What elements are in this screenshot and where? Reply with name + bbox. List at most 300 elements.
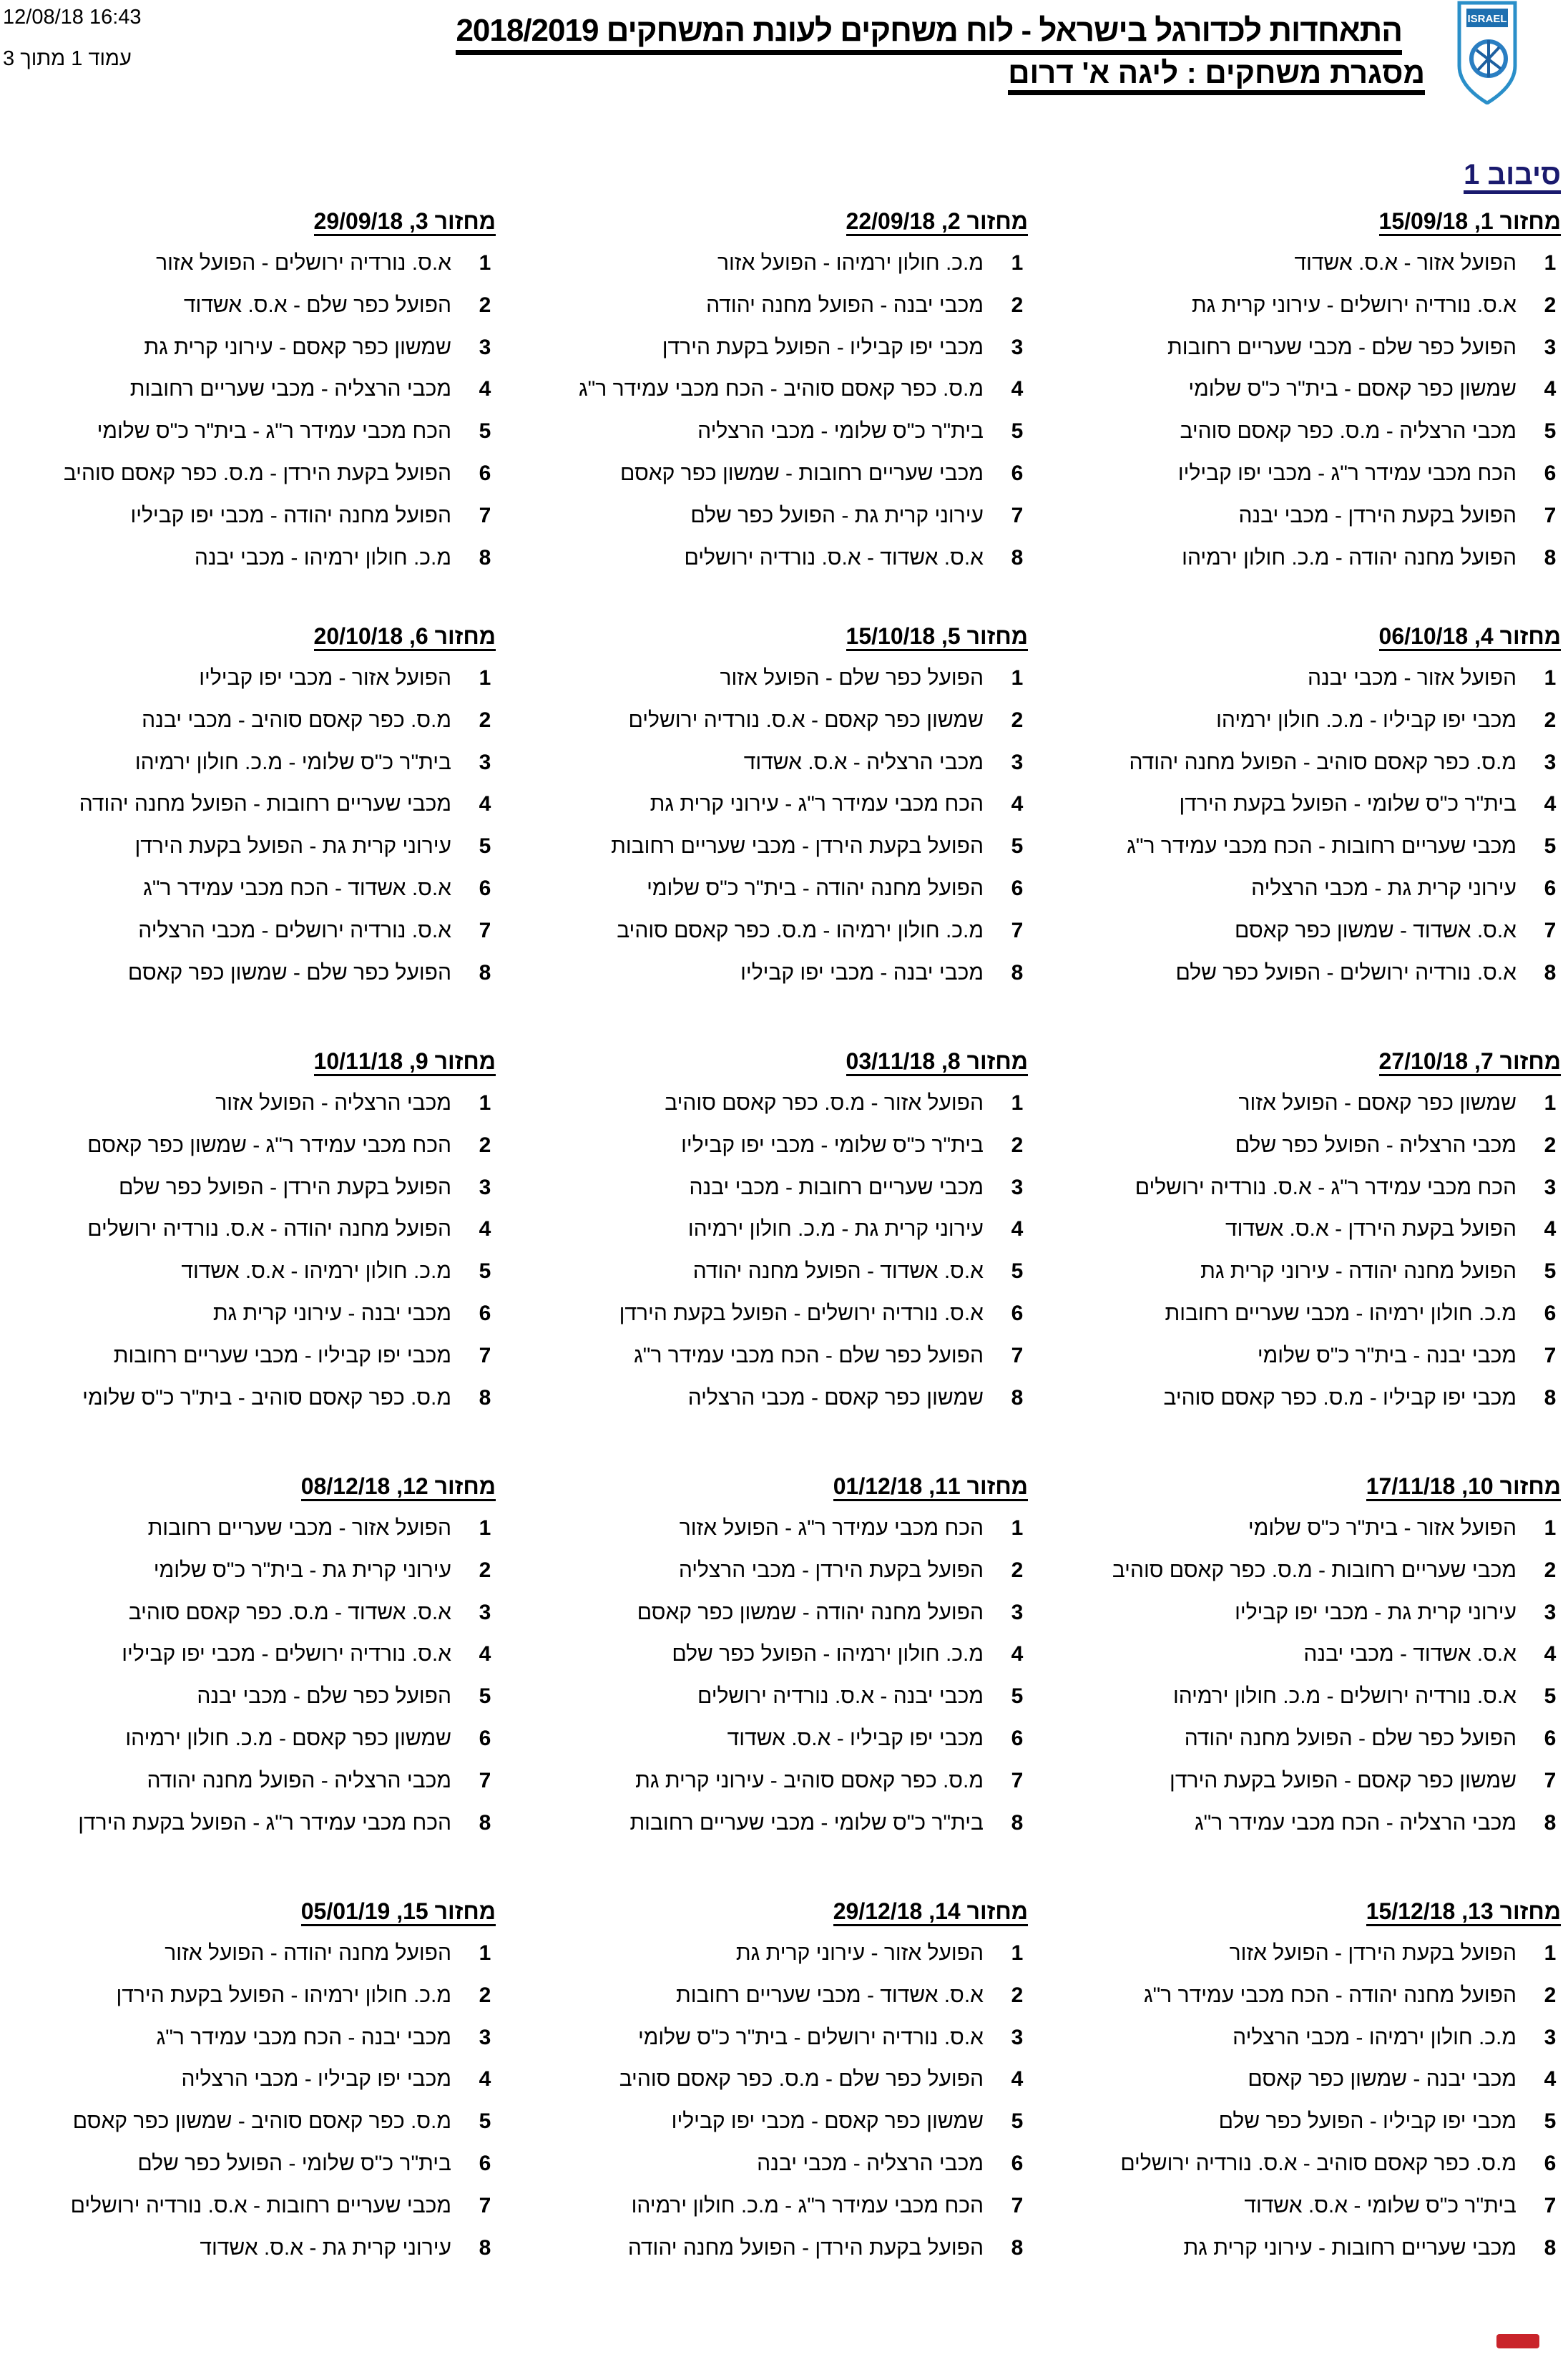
match-number: 1: [479, 1091, 491, 1115]
match-row: [0, 868, 496, 910]
match-teams: מכבי שעריים רחובות - הפועל מחנה יהודה: [79, 792, 451, 816]
match-row: [1060, 1508, 1561, 1550]
round-header: [1060, 615, 1561, 658]
match-number: 8: [1544, 1810, 1557, 1835]
match-row: [527, 2101, 1028, 2143]
match-row: [527, 826, 1028, 868]
match-number: 3: [1011, 1600, 1024, 1624]
match-teams: מ.כ. חולון ירמיהו - מכבי הרצליה: [1233, 2025, 1516, 2049]
match-row: [1060, 742, 1561, 784]
match-row: [0, 2227, 496, 2270]
round-block: [1060, 1465, 1561, 1844]
match-teams: א.ס. אשדוד - מכבי יבנה: [1303, 1642, 1516, 1666]
match-teams: א.ס. נורדיה ירושלים - מכבי יפו קביליו: [122, 1642, 451, 1666]
match-row: [1060, 1802, 1561, 1845]
round-block: [1060, 1890, 1561, 2269]
match-teams: א.ס. אשדוד - הפועל מחנה יהודה: [692, 1259, 984, 1284]
match-number: 8: [1011, 1385, 1024, 1410]
match-number: 8: [1544, 2235, 1557, 2260]
match-number: 2: [1544, 708, 1557, 732]
match-number: 5: [1544, 2109, 1557, 2134]
round-block: [1060, 200, 1561, 579]
match-teams: שמשון כפר קאסם - עירוני קרית גת: [144, 335, 451, 359]
round-header: [1060, 1465, 1561, 1508]
match-teams: מ.ס. כפר קאסם סוהיב - עירוני קרית גת: [635, 1768, 984, 1792]
match-number: 6: [1544, 461, 1557, 485]
match-row: [527, 1125, 1028, 1167]
match-teams: הפועל בקעת הירדן - הפועל כפר שלם: [119, 1175, 451, 1199]
match-row: [0, 1802, 496, 1845]
match-number: 8: [479, 2235, 491, 2260]
round-date-label: מחזור 3, 29/09/18: [314, 208, 496, 236]
match-number: 1: [1544, 1941, 1557, 1965]
match-row: [527, 285, 1028, 327]
match-teams: מ.כ. חולון ירמיהו - הפועל כפר שלם: [672, 1642, 984, 1666]
match-teams: בית"ר כ"ס שלומי - מכבי הרצליה: [697, 419, 984, 444]
match-number: 3: [479, 750, 491, 774]
round-date-label: מחזור 10, 17/11/18: [1366, 1473, 1561, 1501]
match-row: [527, 327, 1028, 369]
match-row: [0, 952, 496, 995]
match-number: 6: [479, 876, 491, 900]
match-teams: הפועל אזור - מ.ס. כפר קאסם סוהיב: [665, 1091, 984, 1115]
match-number: 2: [1544, 1558, 1557, 1582]
match-teams: מכבי הרצליה - הפועל מחנה יהודה: [147, 1768, 451, 1792]
match-number: 2: [479, 1133, 491, 1157]
match-teams: עירוני קרית גת - א.ס. אשדוד: [200, 2235, 451, 2260]
match-teams: א.ס. אשדוד - א.ס. נורדיה ירושלים: [684, 545, 984, 570]
match-number: 8: [479, 960, 491, 985]
match-teams: מכבי יבנה - א.ס. נורדיה ירושלים: [697, 1684, 984, 1709]
match-teams: מכבי יפו קביליו - מכבי שעריים רחובות: [113, 1343, 451, 1367]
match-row: [1060, 1634, 1561, 1676]
match-teams: עירוני קרית גת - הפועל כפר שלם: [690, 503, 984, 527]
match-row: [1060, 327, 1561, 369]
match-teams: מ.ס. כפר קאסם סוהיב - הפועל מחנה יהודה: [1129, 750, 1516, 774]
round-date-label: מחזור 15, 05/01/19: [301, 1898, 496, 1926]
match-row: [527, 658, 1028, 700]
match-row: [527, 2059, 1028, 2101]
match-row: [0, 1676, 496, 1718]
match-number: 3: [1011, 335, 1024, 359]
match-teams: מ.כ. חולון ירמיהו - הפועל אזור: [717, 251, 984, 275]
match-teams: מכבי שעריים רחובות - א.ס. נורדיה ירושלים: [70, 2193, 451, 2217]
match-number: 2: [1544, 293, 1557, 317]
match-row: [1060, 910, 1561, 952]
match-row: [0, 1975, 496, 2017]
round-date-label: מחזור 5, 15/10/18: [846, 623, 1028, 651]
round-date-label: מחזור 11, 01/12/18: [833, 1473, 1028, 1501]
match-row: [0, 2143, 496, 2185]
match-row: [1060, 952, 1561, 995]
match-number: 1: [1544, 1516, 1557, 1540]
match-row: [1060, 1592, 1561, 1634]
match-row: [1060, 2143, 1561, 2185]
match-row: [0, 1335, 496, 1377]
match-row: [1060, 2185, 1561, 2227]
round-date-label: מחזור 14, 29/12/18: [833, 1898, 1028, 1926]
match-number: 7: [479, 1768, 491, 1792]
match-teams: הכח מכבי עמידר ר"ג - עירוני קרית גת: [650, 792, 984, 816]
match-teams: שמשון כפר קאסם - א.ס. נורדיה ירושלים: [628, 708, 984, 732]
match-teams: מכבי הרצליה - הפועל כפר שלם: [1235, 1133, 1516, 1157]
match-number: 1: [1011, 1941, 1024, 1965]
match-number: 8: [1011, 1810, 1024, 1835]
match-row: [527, 411, 1028, 453]
match-row: [527, 537, 1028, 580]
match-row: [0, 910, 496, 952]
match-number: 4: [1544, 1642, 1557, 1666]
match-number: 8: [1011, 2235, 1024, 2260]
match-row: [527, 2017, 1028, 2059]
match-teams: מכבי יפו קביליו - מ.ס. כפר קאסם סוהיב: [1163, 1385, 1516, 1410]
match-row: [1060, 1676, 1561, 1718]
match-row: [0, 1251, 496, 1293]
round-header: [527, 200, 1028, 243]
match-row: [1060, 1550, 1561, 1592]
round-section-title: סיבוב 1: [1464, 159, 1561, 194]
match-teams: מכבי יבנה - עירוני קרית גת: [212, 1301, 451, 1325]
page-title: התאחדות לכדורגל בישראל - לוח משחקים לעונת המשחקים 2018/2019: [456, 13, 1402, 55]
round-date-label: מחזור 13, 15/12/18: [1366, 1898, 1561, 1926]
match-number: 5: [479, 1259, 491, 1284]
round-header: [0, 1040, 496, 1083]
match-row: [1060, 1718, 1561, 1760]
match-teams: הפועל אזור - א.ס. אשדוד: [1294, 251, 1516, 275]
match-row: [527, 495, 1028, 537]
match-number: 6: [479, 1726, 491, 1750]
match-number: 5: [1011, 1684, 1024, 1709]
match-row: [1060, 868, 1561, 910]
match-row: [527, 453, 1028, 495]
match-teams: הפועל כפר שלם - הפועל מחנה יהודה: [1184, 1726, 1516, 1750]
match-number: 3: [479, 335, 491, 359]
match-number: 6: [479, 2151, 491, 2175]
match-teams: מכבי יבנה - שמשון כפר קאסם: [1248, 2067, 1516, 2092]
round-date-label: מחזור 4, 06/10/18: [1379, 623, 1561, 651]
match-teams: שמשון כפר קאסם - הפועל בקעת הירדן: [1170, 1768, 1516, 1792]
match-row: [527, 910, 1028, 952]
match-row: [0, 1760, 496, 1802]
match-row: [527, 1335, 1028, 1377]
match-row: [527, 1508, 1028, 1550]
match-row: [1060, 243, 1561, 285]
match-number: 3: [479, 2025, 491, 2049]
match-number: 8: [1544, 1385, 1557, 1410]
match-number: 1: [1011, 1516, 1024, 1540]
round-block: [527, 1465, 1028, 1844]
match-row: [527, 784, 1028, 826]
page-number: עמוד 1 מתוך 3: [3, 47, 132, 70]
match-teams: הפועל אזור - מכבי יבנה: [1307, 666, 1516, 690]
match-row: [0, 700, 496, 742]
match-teams: הפועל מחנה יהודה - שמשון כפר קאסם: [637, 1600, 984, 1624]
match-number: 4: [479, 1642, 491, 1666]
match-row: [527, 868, 1028, 910]
match-number: 1: [1544, 1091, 1557, 1115]
match-teams: מ.ס. כפר קאסם סוהיב - הכח מכבי עמידר ר"ג: [578, 377, 984, 401]
match-number: 6: [1011, 1726, 1024, 1750]
match-teams: מ.ס. כפר קאסם סוהיב - שמשון כפר קאסם: [72, 2109, 451, 2134]
match-number: 7: [479, 503, 491, 527]
match-teams: הפועל בקעת הירדן - הפועל מחנה יהודה: [627, 2235, 984, 2260]
match-teams: עירוני קרית גת - בית"ר כ"ס שלומי: [153, 1558, 451, 1582]
match-teams: הכח מכבי עמידר ר"ג - הפועל בקעת הירדן: [78, 1810, 451, 1835]
match-row: [1060, 495, 1561, 537]
match-teams: הפועל מחנה יהודה - מ.כ. חולון ירמיהו: [1182, 545, 1516, 570]
match-teams: א.ס. נורדיה ירושלים - הפועל בקעת הירדן: [619, 1301, 984, 1325]
match-row: [1060, 1293, 1561, 1335]
match-teams: הפועל מחנה יהודה - עירוני קרית גת: [1200, 1259, 1516, 1284]
match-teams: הכח מכבי עמידר ר"ג - בית"ר כ"ס שלומי: [97, 419, 451, 444]
match-teams: הכח מכבי עמידר ר"ג - שמשון כפר קאסם: [87, 1133, 451, 1157]
match-row: [527, 243, 1028, 285]
round-block: [527, 615, 1028, 994]
match-number: 8: [1011, 960, 1024, 985]
match-number: 3: [1544, 750, 1557, 774]
match-row: [0, 243, 496, 285]
match-teams: א.ס. אשדוד - מכבי שעריים רחובות: [676, 1983, 984, 2007]
match-teams: א.ס. נורדיה ירושלים - מ.כ. חולון ירמיהו: [1172, 1684, 1516, 1709]
match-row: [1060, 2017, 1561, 2059]
match-number: 2: [479, 1558, 491, 1582]
match-number: 7: [1544, 1343, 1557, 1367]
match-row: [527, 1550, 1028, 1592]
match-number: 7: [1544, 2193, 1557, 2217]
match-row: [0, 2101, 496, 2143]
match-row: [0, 1508, 496, 1550]
match-number: 6: [1011, 461, 1024, 485]
round-header: [527, 1465, 1028, 1508]
match-number: 8: [479, 1810, 491, 1835]
match-teams: שמשון כפר קאסם - מכבי יפו קביליו: [671, 2109, 984, 2134]
match-number: 1: [479, 666, 491, 690]
match-number: 7: [479, 918, 491, 942]
match-row: [1060, 369, 1561, 411]
match-teams: מ.כ. חולון ירמיהו - מ.ס. כפר קאסם סוהיב: [617, 918, 984, 942]
match-teams: שמשון כפר קאסם - מכבי הרצליה: [687, 1385, 984, 1410]
match-row: [1060, 453, 1561, 495]
match-number: 2: [1544, 1133, 1557, 1157]
match-number: 1: [479, 1941, 491, 1965]
match-number: 7: [479, 1343, 491, 1367]
match-row: [527, 1718, 1028, 1760]
match-row: [527, 1676, 1028, 1718]
match-row: [1060, 1251, 1561, 1293]
match-row: [527, 2185, 1028, 2227]
match-teams: מכבי הרצליה - מ.ס. כפר קאסם סוהיב: [1180, 419, 1516, 444]
match-number: 1: [1011, 1091, 1024, 1115]
match-teams: א.ס. נורדיה ירושלים - הפועל אזור: [156, 251, 451, 275]
match-teams: מכבי שעריים רחובות - שמשון כפר קאסם: [620, 461, 984, 485]
print-timestamp: 12/08/18 16:43: [3, 6, 142, 29]
match-teams: הפועל בקעת הירדן - מכבי יבנה: [1238, 503, 1516, 527]
match-number: 7: [1544, 503, 1557, 527]
match-row: [0, 1209, 496, 1251]
round-block: [0, 615, 496, 994]
match-teams: מכבי יבנה - מכבי יפו קביליו: [740, 960, 984, 985]
match-row: [0, 784, 496, 826]
match-number: 1: [1544, 251, 1557, 275]
match-row: [527, 1975, 1028, 2017]
match-row: [0, 327, 496, 369]
match-row: [527, 1251, 1028, 1293]
match-row: [0, 2185, 496, 2227]
match-teams: מכבי יפו קביליו - מכבי הרצליה: [181, 2067, 451, 2092]
match-number: 5: [1544, 834, 1557, 859]
match-row: [0, 1550, 496, 1592]
round-block: [0, 1465, 496, 1844]
match-teams: מכבי שעריים רחובות - עירוני קרית גת: [1183, 2235, 1516, 2260]
match-teams: בית"ר כ"ס שלומי - מ.כ. חולון ירמיהו: [134, 750, 451, 774]
match-number: 8: [479, 545, 491, 570]
match-number: 2: [1011, 708, 1024, 732]
match-number: 7: [1011, 1768, 1024, 1792]
match-row: [1060, 1975, 1561, 2017]
match-teams: הפועל מחנה יהודה - מכבי יפו קביליו: [130, 503, 451, 527]
match-number: 4: [1544, 377, 1557, 401]
match-row: [527, 1083, 1028, 1125]
match-row: [0, 537, 496, 580]
match-teams: הפועל כפר שלם - מ.ס. כפר קאסם סוהיב: [619, 2067, 984, 2092]
match-teams: א.ס. נורדיה ירושלים - הפועל כפר שלם: [1175, 960, 1516, 985]
match-row: [1060, 1335, 1561, 1377]
match-number: 2: [1011, 1133, 1024, 1157]
round-block: [1060, 1040, 1561, 1419]
match-row: [0, 285, 496, 327]
match-teams: מכבי הרצליה - א.ס. אשדוד: [743, 750, 984, 774]
match-number: 5: [1011, 1259, 1024, 1284]
match-teams: מכבי יפו קביליו - מ.כ. חולון ירמיהו: [1216, 708, 1516, 732]
match-number: 3: [1544, 1600, 1557, 1624]
match-row: [0, 2017, 496, 2059]
match-number: 8: [1544, 545, 1557, 570]
match-teams: מ.ס. כפר קאסם סוהיב - מכבי יבנה: [142, 708, 451, 732]
match-row: [527, 1377, 1028, 1420]
match-teams: א.ס. נורדיה ירושלים - עירוני קרית גת: [1191, 293, 1516, 317]
match-number: 6: [1011, 2151, 1024, 2175]
match-number: 1: [479, 251, 491, 275]
match-row: [527, 2227, 1028, 2270]
match-row: [0, 1167, 496, 1209]
round-date-label: מחזור 1, 15/09/18: [1379, 208, 1561, 236]
match-row: [1060, 2227, 1561, 2270]
match-teams: מכבי יפו קביליו - א.ס. אשדוד: [727, 1726, 984, 1750]
match-teams: הפועל מחנה יהודה - הפועל אזור: [165, 1941, 451, 1965]
match-row: [527, 1209, 1028, 1251]
match-row: [1060, 2059, 1561, 2101]
match-number: 2: [479, 1983, 491, 2007]
match-number: 3: [1011, 2025, 1024, 2049]
round-header: [527, 615, 1028, 658]
page-subtitle: מסגרת משחקים : ליגה א' דרום: [1008, 56, 1425, 95]
match-row: [0, 411, 496, 453]
match-row: [0, 1592, 496, 1634]
match-number: 4: [479, 377, 491, 401]
match-number: 6: [479, 1301, 491, 1325]
match-row: [1060, 658, 1561, 700]
match-row: [0, 1083, 496, 1125]
match-row: [1060, 1760, 1561, 1802]
match-number: 4: [1011, 1642, 1024, 1666]
match-teams: הפועל בקעת הירדן - א.ס. אשדוד: [1225, 1217, 1516, 1241]
match-row: [1060, 1933, 1561, 1975]
match-teams: מ.כ. חולון ירמיהו - מכבי שעריים רחובות: [1165, 1301, 1516, 1325]
match-teams: הפועל כפר שלם - הפועל אזור: [720, 666, 984, 690]
match-number: 6: [1011, 876, 1024, 900]
match-number: 4: [1011, 2067, 1024, 2092]
match-row: [1060, 700, 1561, 742]
match-teams: מכבי שעריים רחובות - הכח מכבי עמידר ר"ג: [1127, 834, 1516, 859]
match-number: 3: [479, 1175, 491, 1199]
round-block: [0, 200, 496, 579]
match-teams: הכח מכבי עמידר ר"ג - א.ס. נורדיה ירושלים: [1135, 1175, 1516, 1199]
match-number: 3: [1011, 1175, 1024, 1199]
round-block: [527, 1890, 1028, 2269]
match-number: 4: [1011, 792, 1024, 816]
match-row: [0, 742, 496, 784]
match-row: [0, 2059, 496, 2101]
round-date-label: מחזור 12, 08/12/18: [301, 1473, 496, 1501]
match-number: 7: [1011, 2193, 1024, 2217]
match-teams: מכבי יפו קביליו - הפועל בקעת הירדן: [662, 335, 984, 359]
match-row: [527, 1634, 1028, 1676]
match-number: 6: [1544, 1301, 1557, 1325]
match-teams: הכח מכבי עמידר ר"ג - מכבי יפו קביליו: [1177, 461, 1516, 485]
match-number: 6: [479, 461, 491, 485]
match-number: 7: [479, 2193, 491, 2217]
match-teams: הפועל מחנה יהודה - א.ס. נורדיה ירושלים: [87, 1217, 451, 1241]
match-teams: מכבי יבנה - הפועל מחנה יהודה: [706, 293, 984, 317]
match-row: [527, 369, 1028, 411]
match-teams: בית"ר כ"ס שלומי - א.ס. אשדוד: [1244, 2193, 1516, 2217]
match-row: [0, 1634, 496, 1676]
round-block: [0, 1890, 496, 2269]
match-teams: הפועל כפר שלם - מכבי יבנה: [197, 1684, 451, 1709]
match-row: [1060, 1377, 1561, 1420]
match-teams: הפועל אזור - עירוני קרית גת: [735, 1941, 984, 1965]
match-teams: מ.ס. כפר קאסם סוהיב - בית"ר כ"ס שלומי: [82, 1385, 451, 1410]
match-row: [0, 1293, 496, 1335]
round-header: [0, 615, 496, 658]
match-teams: הפועל אזור - בית"ר כ"ס שלומי: [1248, 1516, 1516, 1540]
match-number: 3: [1544, 335, 1557, 359]
match-teams: הפועל כפר שלם - מכבי שעריים רחובות: [1167, 335, 1516, 359]
match-number: 4: [1544, 2067, 1557, 2092]
match-teams: מכבי הרצליה - מכבי שעריים רחובות: [129, 377, 451, 401]
round-header: [527, 1890, 1028, 1933]
match-teams: א.ס. אשדוד - מ.ס. כפר קאסם סוהיב: [128, 1600, 451, 1624]
match-row: [1060, 1209, 1561, 1251]
match-teams: מ.כ. חולון ירמיהו - הפועל בקעת הירדן: [116, 1983, 451, 2007]
match-number: 3: [479, 1600, 491, 1624]
match-row: [1060, 411, 1561, 453]
round-header: [1060, 1040, 1561, 1083]
match-teams: הפועל כפר שלם - שמשון כפר קאסם: [127, 960, 451, 985]
match-row: [1060, 1083, 1561, 1125]
match-number: 8: [479, 1385, 491, 1410]
match-teams: בית"ר כ"ס שלומי - הפועל כפר שלם: [137, 2151, 451, 2175]
match-teams: בית"ר כ"ס שלומי - מכבי שעריים רחובות: [629, 1810, 984, 1835]
round-header: [1060, 200, 1561, 243]
match-number: 7: [1011, 918, 1024, 942]
match-number: 8: [1544, 960, 1557, 985]
round-block: [1060, 615, 1561, 994]
match-number: 5: [479, 1684, 491, 1709]
match-teams: הפועל אזור - מכבי שעריים רחובות: [147, 1516, 451, 1540]
match-number: 7: [1544, 918, 1557, 942]
match-number: 1: [1011, 666, 1024, 690]
